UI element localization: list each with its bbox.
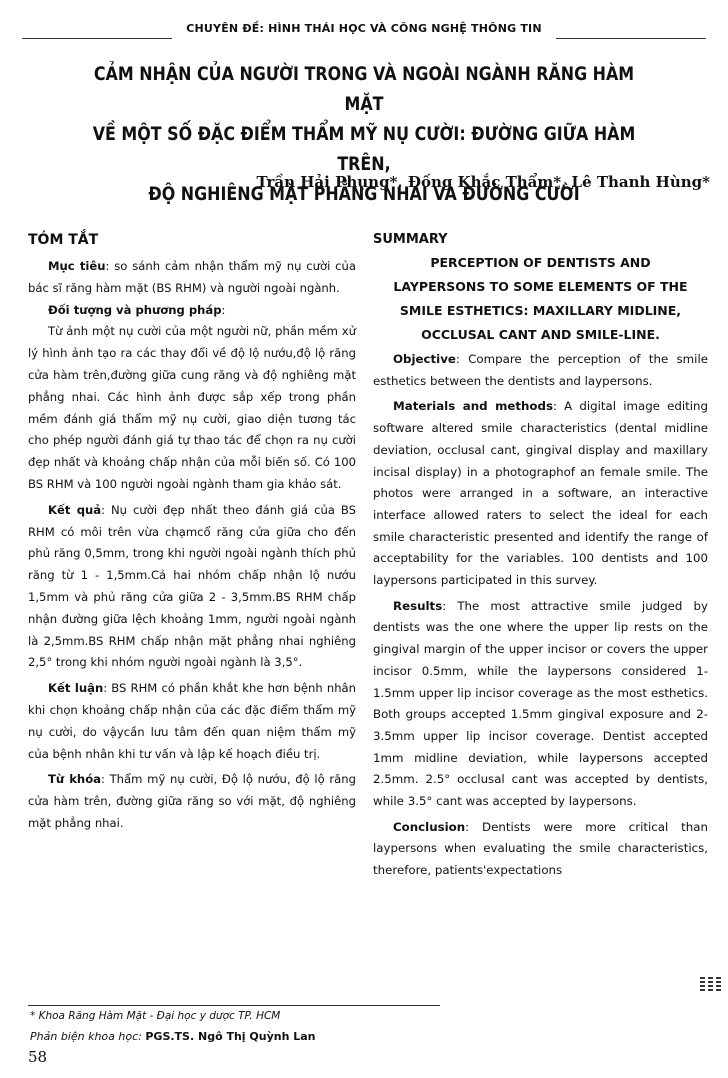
title-line-2: VỀ MỘT SỐ ĐẶC ĐIỂM THẨM MỸ NỤ CƯỜI: ĐƯỜNG GIỮA HÀM TRÊN,: [92, 124, 636, 175]
results-paragraph-vi: [28, 500, 356, 674]
results-paragraph-en: [373, 596, 708, 813]
summary-title-line-4: OCCLUSAL CANT AND SMILE-LINE.: [421, 327, 660, 342]
title-line-1: CẢM NHẬN CỦA NGƯỜI TRONG VÀ NGOÀI NGÀNH RĂNG HÀM MẶT: [93, 64, 635, 115]
author-list: Trần Hải Phụng*, Đống Khắc Thẩm*, Lê Thanh Hùng*: [256, 173, 710, 191]
running-head: CHUYÊN ĐỀ: HÌNH THÁI HỌC VÀ CÔNG NGHỆ THÔNG TIN: [186, 22, 542, 35]
abstract-english: [373, 232, 708, 882]
page-number: 58: [28, 1048, 48, 1066]
objective-text-vi: : so sánh cảm nhận thẩm mỹ nụ cười của bác sĩ răng hàm mặt (BS RHM) và người ngoài ngành.: [28, 259, 356, 295]
header-rule-right: [556, 38, 706, 39]
conclusion-text-vi: : BS RHM có phần khắt khe hơn bệnh nhân khi chọn khoảng chấp nhận của các đặc điểm thẩm mỹ nụ cười, do vậycần lưu tâm đến quan niệm thẩm mỹ của bệnh nhân khi tư vấn và lập kế hoạch điều trị.: [28, 681, 356, 761]
abstract-vietnamese: [28, 232, 356, 835]
methods-heading-vi: [28, 300, 356, 322]
header-rule-left: [22, 38, 172, 39]
abstract-heading: TÓM TẮT: [28, 232, 99, 248]
methods-label-en: Materials and methods: [393, 399, 553, 414]
results-label-en: Results: [393, 598, 443, 613]
methods-colon-vi: :: [221, 302, 226, 317]
results-text-en: : The most attractive smile judged by dentists was the one where the upper lip rests on the gingival margin of the upper incisor or covers the upper incisor 0.5mm, while the laypersons considered 1-1.5mm upper lip incisor coverage as the most esthetics. Both groups accepted 1.5mm gingival exposure and 2-3.5mm upper lip incisor coverage. Dentist accepted 1mm midline deviation, while laypersons accepted 2.5mm. 2.5° occlusal cant was accepted by dentists, while 3.5° cant was accepted by laypersons.: [373, 598, 708, 809]
results-text-vi: : Nụ cười đẹp nhất theo đánh giá của BS RHM có môi trên vừa chạmcổ răng cửa giữa cho đến phủ răng 0,5mm, trong khi người ngoài ngành thích phủ răng từ 1 - 1,5mm.Cả hai nhóm chấp nhận lộ nướu 1,5mm và phủ răng cửa giữa 2 - 3,5mm.BS RHM chấp nhận đường giữa lệch khoảng 1mm, người ngoài ngành là 2,5mm.BS RHM chấp nhận mặt phẳng nhai nghiêng 2,5° trong khi nhóm người ngoài ngành là 3,5°.: [28, 502, 356, 670]
results-label-vi: Kết quả: [48, 502, 102, 517]
conclusion-label-vi: Kết luận: [48, 681, 104, 696]
affiliation-footnote: * Khoa Răng Hàm Mặt - Đại học y dược TP. HCM: [30, 1010, 281, 1022]
methods-text-en: : A digital image editing software altered smile characteristics (dental midline deviation, occlusal cant, gingival display and maxillary incisal display) in a photographof an female smile. The photos were arranged in a software, an interactive interface allowed raters to select the ideal for each smile characteristic presented and identify the range of acceptability for the variables. 100 dentists and 100 laypersons participated in this survey.: [373, 399, 708, 588]
keywords-text-vi: : Thẩm mỹ nụ cười, Độ lộ nướu, độ lộ răng cửa hàm trên, đường giữa răng so với mặt, độ nghiêng mặt phẳng nhai.: [28, 772, 356, 830]
title-line-3: ĐỘ NGHIÊNG MẶT PHẲNG NHAI VÀ ĐƯỜNG CƯỜI: [148, 184, 580, 205]
summary-title-line-3: SMILE ESTHETICS: MAXILLARY MIDLINE,: [399, 303, 682, 318]
methods-label-vi: Đối tượng và phương pháp: [48, 302, 222, 317]
reviewer-footnote: [30, 1030, 316, 1043]
objective-text-en: : Compare the perception of the smile esthetics between the dentists and laypersons.: [373, 352, 708, 388]
summary-title-line-2: LAYPERSONS TO SOME ELEMENTS OF THE: [393, 279, 688, 294]
objective-label-en: Objective: [393, 352, 456, 366]
conclusion-paragraph-en: [373, 817, 708, 882]
objective-label-vi: Mục tiêu: [48, 259, 106, 273]
page-cut-icon: [700, 977, 722, 993]
summary-title-line-1: PERCEPTION OF DENTISTS AND: [430, 255, 651, 270]
objective-paragraph-en: [373, 349, 708, 392]
methods-paragraph-vi: Từ ảnh một nụ cười của một người nữ, phần mềm xử lý hình ảnh tạo ra các thay đổi về độ lộ nướu,độ lộ răng cửa hàm trên,đường giữa cung răng và độ nghiêng mặt phẳng nhai. Các hình ảnh được sắp xếp trong phần mềm đánh giá thẩm mỹ nụ cười, giao diện tương tác cho phép người đánh giá tự thao tác để chọn ra nụ cười đẹp nhất và khoảng chấp nhận của mỗi biến số. Có 100 BS RHM và 100 người ngoài ngành tham gia khảo sát.: [28, 324, 356, 491]
conclusion-text-en: : Dentists were more critical than laypersons when evaluating the smile characteristics, therefore, patients'expectations: [373, 819, 708, 878]
conclusion-paragraph-vi: [28, 678, 356, 765]
objective-paragraph-vi: [28, 256, 356, 300]
footnote-rule: [28, 1005, 440, 1006]
summary-heading: SUMMARY: [373, 232, 448, 247]
methods-paragraph-en: [373, 396, 708, 591]
summary-title: [373, 251, 708, 347]
keywords-paragraph-vi: [28, 769, 356, 834]
keywords-label-vi: Từ khóa: [48, 772, 101, 787]
conclusion-label-en: Conclusion: [393, 819, 466, 834]
reviewer-label: Phản biện khoa học:: [30, 1030, 146, 1043]
reviewer-name: PGS.TS. Ngô Thị Quỳnh Lan: [145, 1030, 316, 1043]
